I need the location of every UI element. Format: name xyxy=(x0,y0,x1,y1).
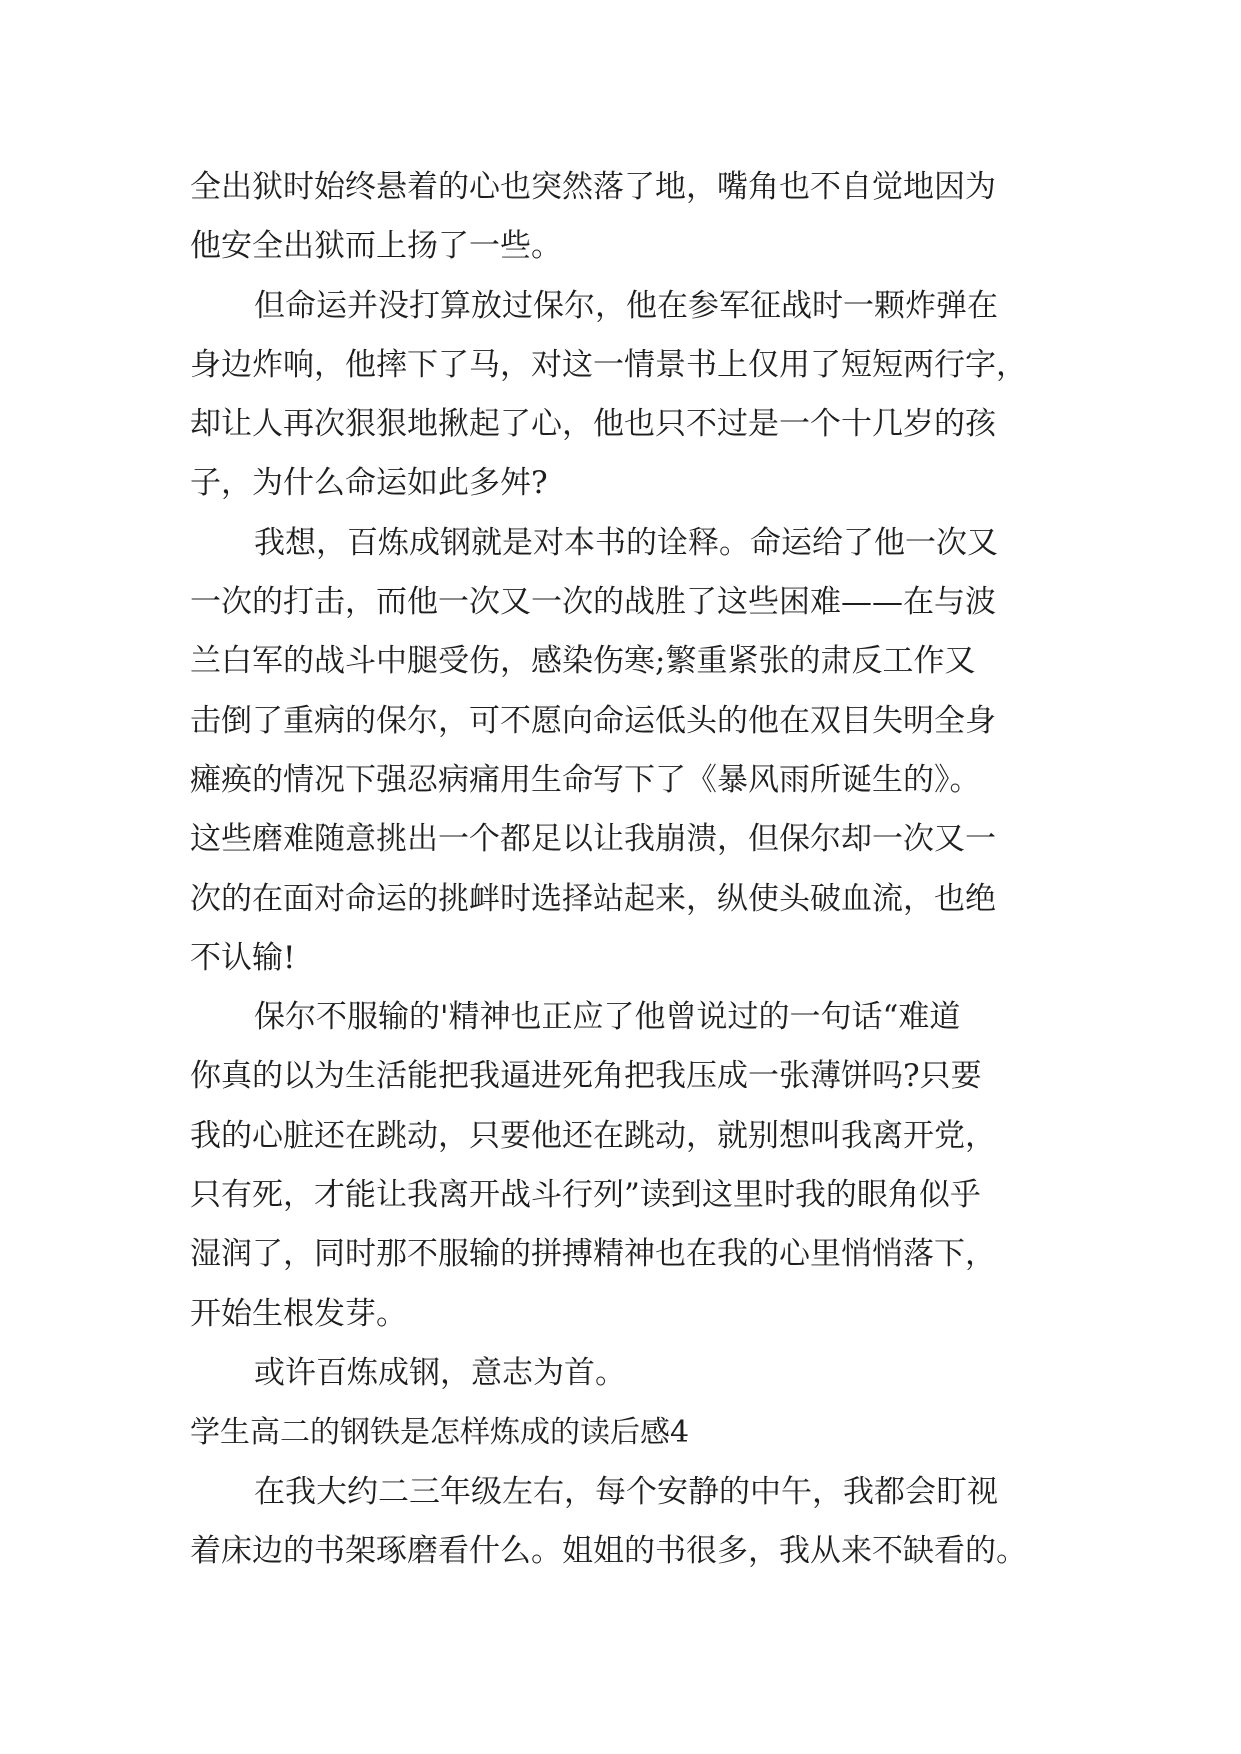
document-body xyxy=(190,158,1070,1581)
section-heading: 学生高二的钢铁是怎样炼成的读后感4 xyxy=(190,1415,690,1451)
text-line: 这些磨难随意挑出一个都足以让我崩溃，但保尔却一次又一 xyxy=(190,821,996,858)
text-line: 湿润了，同时那不服输的拼搏精神也在我的心里悄悄落下， xyxy=(190,1236,996,1273)
text-line: 身边炸响，他摔下了马，对这一情景书上仅用了短短两行字， xyxy=(190,346,1027,383)
paragraph-start-line: 在我大约二三年级左右，每个安静的中午，我都会盯视 xyxy=(254,1473,998,1510)
text-line: 子，为什么命运如此多舛? xyxy=(190,465,548,502)
text-line: 兰白军的战斗中腿受伤，感染伤寒;繁重紧张的肃反工作又 xyxy=(190,643,976,680)
text-line: 他安全出狱而上扬了一些。 xyxy=(190,228,562,265)
text-line: 全出狱时始终悬着的心也突然落了地，嘴角也不自觉地因为 xyxy=(190,169,996,205)
text-line: 开始生根发芽。 xyxy=(190,1295,407,1332)
paragraph-start-line: 但命运并没打算放过保尔，他在参军征战时一颗炸弹在 xyxy=(254,287,998,324)
paragraph-start-line: 或许百炼成钢，意志为首。 xyxy=(254,1354,626,1391)
paragraph-start-line: 我想，百炼成钢就是对本书的诠释。命运给了他一次又 xyxy=(254,524,998,561)
text-line: 我的心脏还在跳动，只要他还在跳动，就别想叫我离开党， xyxy=(190,1117,996,1154)
text-line: 瘫痪的情况下强忍病痛用生命写下了《暴风雨所诞生的》。 xyxy=(190,761,981,798)
text-line: 一次的打击，而他一次又一次的战胜了这些困难——在与波 xyxy=(190,584,996,621)
paragraph-start-line: 保尔不服输的'精神也正应了他曾说过的一句话“难道 xyxy=(254,999,961,1036)
text-line: 不认输! xyxy=(190,939,296,976)
text-line: 击倒了重病的保尔，可不愿向命运低头的他在双目失明全身 xyxy=(190,702,996,739)
text-line: 着床边的书架琢磨看什么。姐姐的书很多，我从来不缺看的。 xyxy=(190,1532,1027,1569)
text-line: 却让人再次狠狠地揪起了心，他也只不过是一个十几岁的孩 xyxy=(190,406,996,443)
text-line: 只有死，才能让我离开战斗行列”读到这里时我的眼角似乎 xyxy=(190,1177,981,1214)
text-line: 次的在面对命运的挑衅时选择站起来，纵使头破血流，也绝 xyxy=(190,880,996,917)
text-line: 你真的以为生活能把我逼进死角把我压成一张薄饼吗?只要 xyxy=(190,1058,982,1095)
